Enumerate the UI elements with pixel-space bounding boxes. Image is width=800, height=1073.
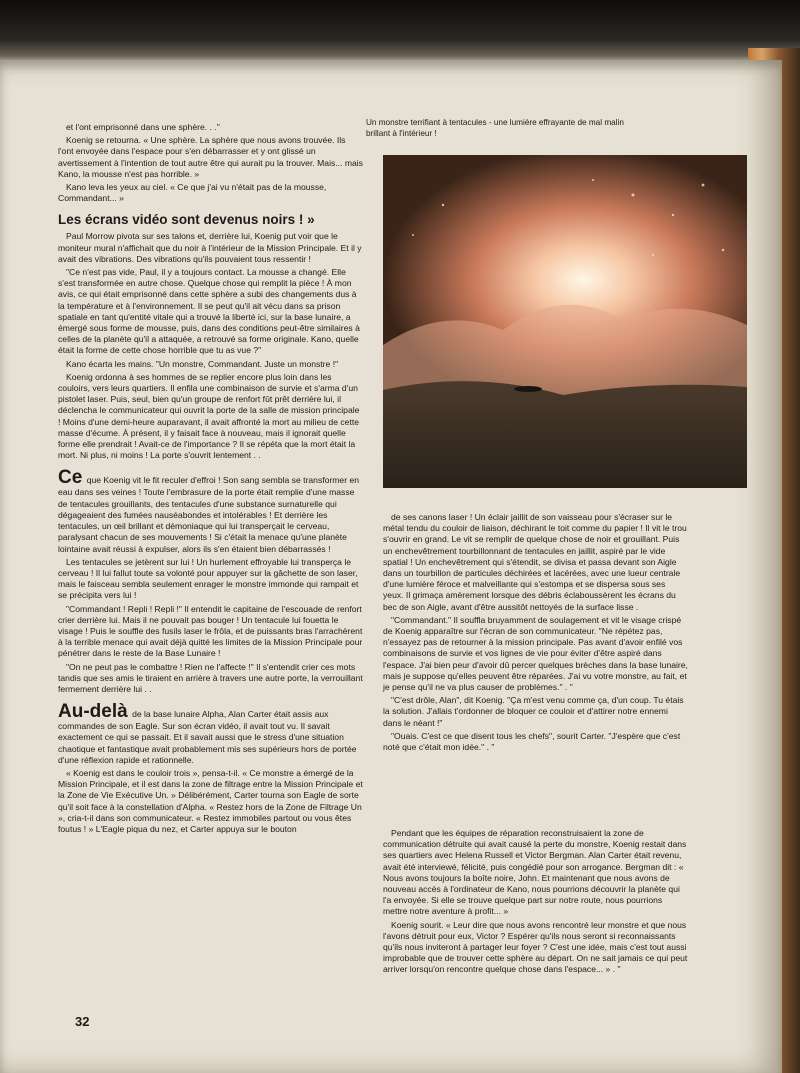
paragraph: "C'est drôle, Alan", dit Koenig. "Ça m'est venu comme ça, d'un coup. Tu étais la solution. J'allais t'ordonner de bloquer ce couloir et d'attirer notre ennemi dans le néant !"	[383, 695, 684, 728]
paragraph: "Ouais. C'est ce que disent tous les chefs", sourit Carter. "J'espère que c'est noté que c'était mon idée." . "	[383, 730, 681, 753]
paragraph: Les tentacules se jetèrent sur lui ! Un hurlement effroyable lui transperça le cerveau ! Il lui fallut toute sa volonté pour appuyer sur la gâchette de son laser, mais le faisceau sembla seulement enrager le monstre immonde qui rampait et se précipita vers lui !	[58, 556, 359, 601]
drop-cap: Ce	[58, 467, 83, 489]
explosion-illustration	[383, 155, 747, 488]
paragraph-text: que Koenig vit le fit reculer d'effroi ! Son sang sembla se transformer en eau dans ses veines ! Toute l'embrasure de la porte était remplie d'une masse de tentacules grouillants, des tentacules d'une substance surnaturelle qui dégageaient des fumées nauséabondes et intolérables ! Et derrière les tentacules, un œil brillant et démoniaque qui lui transperçait le cerveau, paralysant chacun de ses mouvements ! Si c'était la menace qu'une planète lointaine avait réussi à expulser, alors ils s'en étaient bien débarrassés !	[58, 475, 360, 554]
paragraph: Kano leva les yeux au ciel. « Ce que j'ai vu n'était pas de la mousse, Commandant... »	[58, 182, 327, 204]
paragraph: Koenig sourit. « Leur dire que nous avons rencontré leur monstre et que nous l'avons détruit pour eux, Victor ? Espérer qu'ils nous seront si reconnaissants qu'ils nous inviteront à partager leur foyer ? C'est une idée, mais c'est tout aussi improbable que de trouver cette sphère au départ. On ne sait jamais ce qui peut arriver lorsqu'on rencontre quelque chose dans l'espace... » . "	[383, 919, 688, 975]
paragraph	[58, 703, 363, 766]
paragraph: et l'ont emprisonné dans une sphère. . ."	[66, 122, 220, 132]
section-heading: Les écrans vidéo sont devenus noirs ! »	[58, 212, 315, 228]
photo-caption: Un monstre terrifiant à tentacules - une lumière effrayante de mal malin brillant à l'intérieur !	[366, 118, 624, 138]
paragraph: Koenig se retourna. « Une sphère. La sphère que nous avons trouvée. Ils l'ont envoyée dans l'espace pour s'en débarrasser et y ont glissé un avertissement à l'intention de tout autre être qui aurait pu la trouver. Mais... mais Kano, la mousse n'est pas horrible. »	[58, 135, 363, 179]
paragraph: « Koenig est dans le couloir trois », pensa-t-il. « Ce monstre a émergé de la Mission Principale, et il est dans la zone de filtrage entre la Mission Principale et la Zone de Vie Exécutive Un. » Délibérément, Carter tourna son Eagle de sorte qu'il soit face à la constellation d'Alpha. « Restez hors de la Zone de Filtrage Un », cria-t-il dans son communicateur. « Restez immobiles partout ou vous êtes foutus ! » L'Eagle piqua du nez, et Carter appuya sur le bouton	[58, 767, 363, 834]
right-column-lower	[383, 828, 688, 978]
left-column	[58, 122, 363, 837]
paragraph: "Ce n'est pas vide, Paul, il y a toujours contact. La mousse a changé. Elle s'est transformée en autre chose. Quelque chose qui remplit la pièce ! À mon avis, ce qui était emprisonné dans cette sphère a subi des changements dus à la température et à l'environnement. Il se peut qu'il ait vécu dans sa prison spatiale en tant qu'entité vitale qui a trouvé la liberté ici, sur la base lunaire, a émergé sous forme de mousse, puis, dans des conditions peut-être similaires à celles de la planète qu'il a attaquée, a retrouvé sa forme originale. Kano, quelle était la forme de cette chose horrible que tu as vue ?"	[58, 267, 360, 356]
paragraph-text: de la base lunaire Alpha, Alan Carter était assis aux commandes de son Eagle. Sur son écran vidéo, il avait tout vu. Il savait exactement ce qui se passait. Et il savait aussi que le stress d'une situation chaotique et fantastique avait probablement mis ses supérieurs hors de portée d'une réflexion rapide et rationnelle.	[58, 709, 357, 765]
drop-cap: Au-delà	[58, 701, 128, 723]
right-column	[383, 512, 688, 755]
paragraph: Paul Morrow pivota sur ses talons et, derrière lui, Koenig put voir que le moniteur mural n'affichait que du noir à l'intérieur de la Mission Principale. Et il y avait des vibrations. Des vibrations qu'ils pouvaient tous ressentir !	[58, 231, 362, 264]
photo	[383, 155, 747, 488]
paragraph: de ses canons laser ! Un éclair jaillit de son vaisseau pour s'écraser sur le métal tendu du couloir de liaison, déchirant le toit comme du papier ! Il vit le trou s'ouvrir en grand. Le vit se remplir de quelque chose de noir et grouillant. Puis un enchevêtrement tourbillonnant de tentacules en jaillit, aspiré par le vide spatial ! Un enchevêtrement qui s'étendit, se divisa et passa devant son Aigle dans un tourbillon de particules déchirées et lacérées, avec une lueur centrale d'une lumière féroce et malveillante qui s'estompa et se dispersa sous ses yeux. Il grimaça amèrement lorsque des débris éclaboussèrent les écrans du bec de son Aigle, avant d'être aussitôt nettoyés de la surface lisse .	[383, 512, 687, 612]
paragraph	[58, 469, 363, 554]
page-number: 32	[75, 1014, 90, 1029]
paragraph: Koenig ordonna à ses hommes de se replier encore plus loin dans les couloirs, vers leurs quartiers. Il enfila une combinaison de survie et s'arma d'un pistolet laser. Puis, seul, bien qu'un groupe de renfort fût prêt derrière lui, il déclencha le communicateur qui ouvrit la porte de la salle de mission principale ! Moins d'une demi-heure auparavant, il avait affronté la mort au milieu de cette masse d'écume. À présent, il y faisait face à nouveau, mais il ignorait quelle forme elle prendrait ! Avait-ce de l'importance ? Il se répéta que la mort était la mort. Ni plus, ni moins ! La porte s'ouvrit lentement . .	[58, 371, 360, 461]
paragraph: Kano écarta les mains. "Un monstre, Commandant. Juste un monstre !"	[66, 358, 339, 369]
paragraph: "On ne peut pas le combattre ! Rien ne l'affecte !" Il s'entendit crier ces mots tandis que ses amis le tiraient en arrière à travers une autre porte, la verrouillant fermement derrière lui . .	[58, 661, 363, 694]
magazine-page	[0, 60, 782, 1073]
paragraph: Pendant que les équipes de réparation reconstruisaient la zone de communication détruite qui avait causé la perte du monstre, Koenig restait dans ses quartiers avec Helena Russell et Victor Bergman. Alan Carter était revenu, avait été interviewé, félicité, puis congédié pour son arrogance. Bergman dit : « Nous avons toujours la boîte noire, John. Et maintenant que nous avons de nouveau accès à l'ordinateur de Kano, nous pourrions découvrir la planète qui l'a envoyée. Si elle se trouve quelque part sur notre route, nous pourrions mettre notre aventure à profit... »	[383, 828, 687, 917]
paragraph: "Commandant ! Repli ! Repli !" Il entendit le capitaine de l'escouade de renfort crier derrière lui. Mais il ne pouvait pas bouger ! Un tentacule lui fouetta le visage ! Puis le souffle des fusils laser le frôla, et de puissants bras l'arrachèrent à la terrible menace qui avait déjà quitté les limites de la Mission Principale pour pénétrer dans le reste de la Base Lunaire !	[58, 603, 363, 659]
paragraph: "Commandant." Il souffla bruyamment de soulagement et vit le visage crispé de Koenig apparaître sur l'écran de son communicateur. "Ne répétez pas, n'essayez pas de retourner à la mission principale. Pas avant d'avoir enfilé vos combinaisons de survie et vos lignes de vie pour éviter d'être aspiré dans l'espace. J'ai bien peur d'avoir dû percer quelques brèches dans la base lunaire, mais je suppose qu'elles peuvent être réparées. J'ai vu votre monstre, au fait, et je pense qu'il ne va plus causer de problèmes." . "	[383, 614, 688, 693]
